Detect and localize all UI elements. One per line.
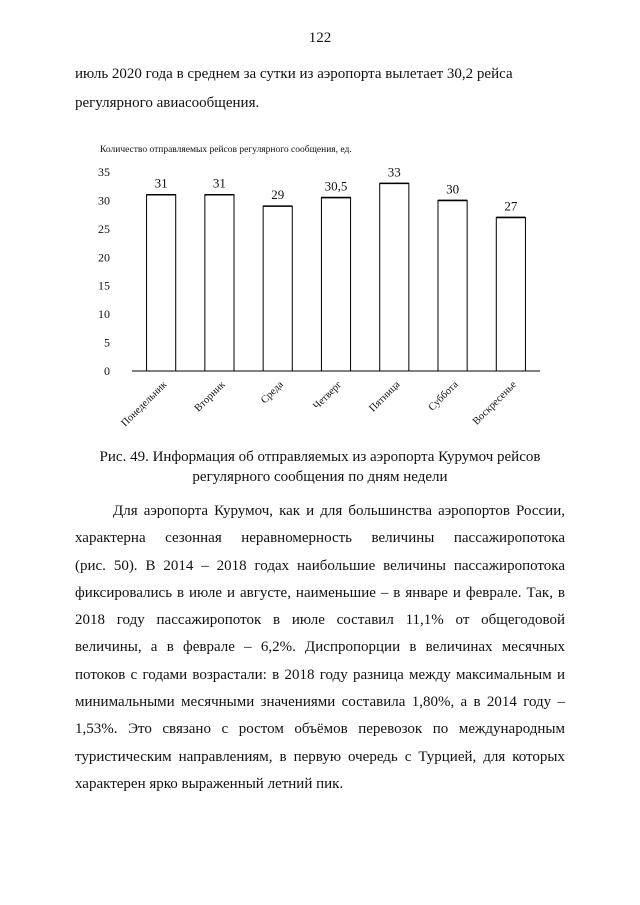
y-tick-label: 15 xyxy=(98,278,110,293)
bar xyxy=(438,200,467,371)
body-line: характерна сезонная неравномерность величины пассажиропотока xyxy=(75,530,565,547)
x-tick-label: Понедельник xyxy=(119,379,170,430)
caption-line-2: регулярного сообщения по дням недели xyxy=(192,469,448,485)
x-tick-label: Среда xyxy=(259,379,286,407)
body-line: Для аэропорта Курумоч, как и для большинства аэропортов России, xyxy=(113,503,565,519)
body-line: 2018 году пассажиропоток в июле составил 11,1% от общегодовой xyxy=(75,612,565,629)
chart-title: Количество отправляемых рейсов регулярного сообщения, ед. xyxy=(100,145,352,155)
y-tick-label: 10 xyxy=(98,307,110,322)
data-label: 29 xyxy=(271,187,285,203)
bar-chart-svg xyxy=(70,138,570,438)
body-line: характерен ярко выраженный летний пик. xyxy=(75,775,344,792)
data-label: 31 xyxy=(154,175,168,191)
intro-line-text: июль 2020 года в среднем за сутки из аэропорта вылетает 30,2 рейса xyxy=(75,66,513,82)
page-number: 122 xyxy=(308,30,332,46)
bar xyxy=(263,206,292,371)
caption-line-1: Рис. 49. Информация об отправляемых из аэропорта Курумоч рейсов xyxy=(99,449,541,465)
body-line: величины, а в феврале – 6,2%. Диспропорции в величинах месячных xyxy=(75,639,565,656)
data-label: 31 xyxy=(212,175,226,191)
y-tick-label: 5 xyxy=(104,335,110,350)
bar xyxy=(496,217,525,371)
intro-paragraph xyxy=(75,60,564,118)
data-label: 33 xyxy=(387,164,401,180)
y-tick-label: 0 xyxy=(104,364,110,378)
chart xyxy=(70,138,570,438)
data-label: 30,5 xyxy=(324,178,348,194)
x-tick-label: Четверг xyxy=(311,379,345,413)
figure-caption xyxy=(70,447,570,487)
intro-line xyxy=(75,60,564,89)
x-tick-label: Пятница xyxy=(367,379,403,415)
data-label: 30 xyxy=(446,181,460,197)
body-line: минимальными месячными значениями составила 1,80%, а в 2014 году – xyxy=(75,694,565,711)
body-line: туристическим направлениям, в первую очередь с Турцией, для которых xyxy=(75,748,565,765)
y-tick-label: 35 xyxy=(98,165,110,179)
intro-line: регулярного авиасообщения. xyxy=(75,95,260,111)
x-tick-label: Воскресенье xyxy=(470,379,519,428)
body-paragraph xyxy=(75,498,565,798)
body-line: (рис. 50). В 2014 – 2018 годах наибольшие величины пассажиропотока xyxy=(75,557,565,574)
data-label: 27 xyxy=(504,198,518,214)
bar xyxy=(321,198,350,371)
bar xyxy=(205,195,234,371)
y-tick-label: 30 xyxy=(98,193,110,208)
bar xyxy=(147,195,176,371)
bar xyxy=(380,183,409,371)
y-tick-label: 25 xyxy=(98,221,110,236)
body-line: фиксировались в июле и августе, наименьшие – в январе и феврале. Так, в xyxy=(75,584,565,601)
body-line: 1,53%. Это связано с ростом объёмов перевозок по международным xyxy=(75,721,565,738)
body-line: потоков с годами возрастали: в 2018 году разница между максимальным и xyxy=(75,666,565,683)
x-tick-label: Вторник xyxy=(192,379,228,415)
y-tick-label: 20 xyxy=(98,250,110,265)
x-tick-label: Суббота xyxy=(426,379,461,414)
